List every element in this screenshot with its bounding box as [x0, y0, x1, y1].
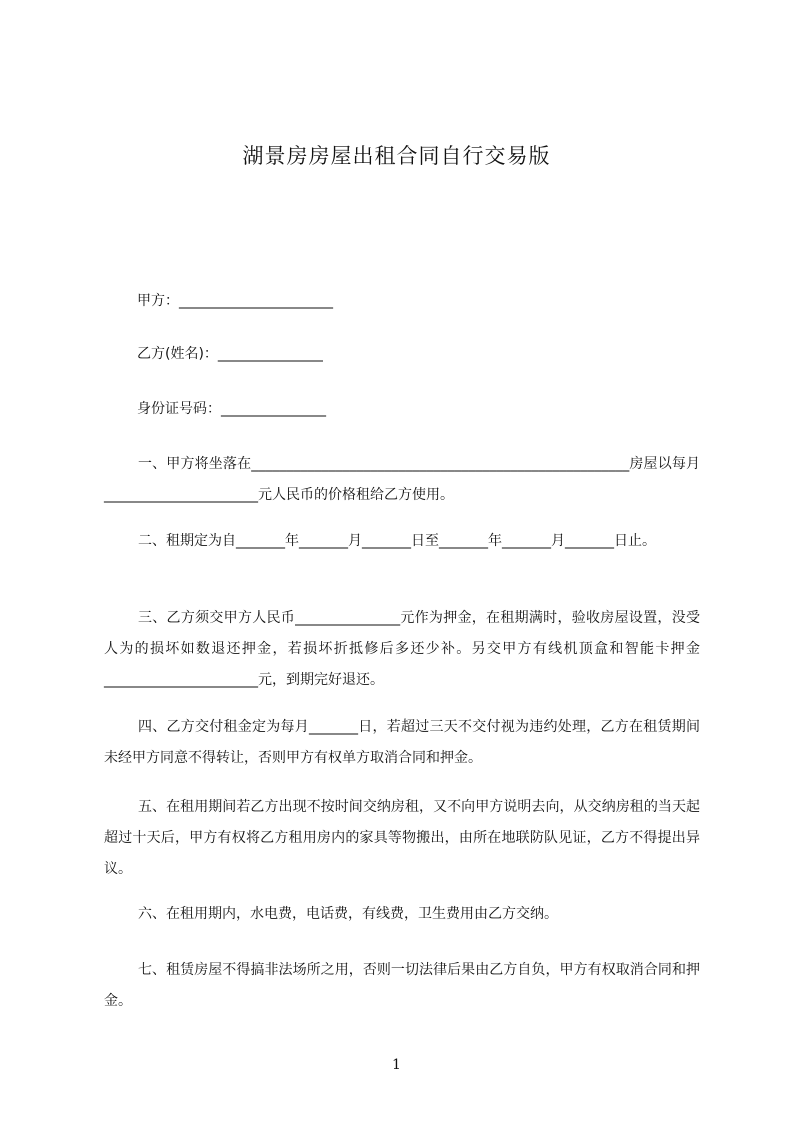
party-b-name-field: 乙方(姓名)：_______________ [137, 346, 323, 362]
clause-1: 一、甲方将坐落在______________________________________________________房屋以每月______________________元人民币的价格租给乙方使用。 [104, 456, 700, 503]
document-title: 湖景房房屋出租合同自行交易版 [242, 144, 551, 168]
clause-4: 四、乙方交付租金定为每月_______日，若超过三天不交付视为违约处理，乙方在租赁期间未经甲方同意不得转让，否则甲方有权单方取消合同和押金。 [104, 719, 700, 766]
clause-5: 五、在租用期间若乙方出现不按时间交纳房租，又不向甲方说明去向，从交纳房租的当天起超过十天后，甲方有权将乙方租用房内的家具等物搬出，由所在地联防队见证，乙方不得提出异议。 [104, 799, 700, 877]
party-a-field: 甲方：______________________ [137, 293, 333, 309]
clause-6: 六、在租用期内，水电费，电话费，有线费，卫生费用由乙方交纳。 [138, 906, 558, 922]
clause-2: 二、租期定为自_______年_______月_______日至_______年_______月_______日止。 [138, 533, 656, 549]
clause-7: 七、租赁房屋不得搞非法场所之用，否则一切法律后果由乙方自负，甲方有权取消合同和押金。 [104, 962, 700, 1009]
page-number: 1 [392, 1057, 401, 1073]
id-number-field: 身份证号码：_______________ [137, 401, 326, 417]
clause-3: 三、乙方须交甲方人民币_______________元作为押金，在租期满时，验收房屋设置，没受人为的损坏如数退还押金，若损坏折抵修后多还少补。另交甲方有线机顶盒和智能卡押金______________________元，到期完好退还。 [104, 610, 700, 688]
